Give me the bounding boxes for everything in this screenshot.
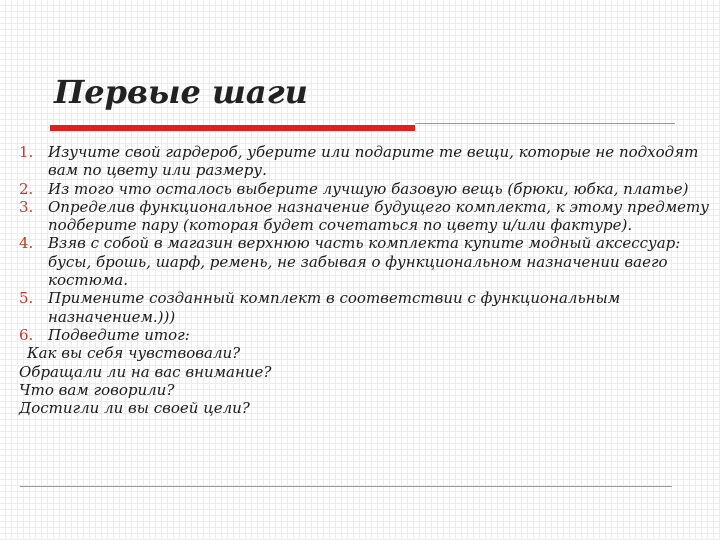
step-text: Изучите свой гардероб, уберите или подарите те вещи, которые не подходят вам по цвету или размеру. (48, 143, 699, 180)
bottom-divider-line (20, 486, 672, 487)
step-text: Подведите итог: (48, 325, 190, 344)
step-number: 2. (19, 179, 34, 198)
steps-list (19, 143, 709, 344)
step-number: 4. (19, 234, 34, 253)
reflection-question: Достигли ли вы своей цели? (19, 399, 250, 418)
reflection-question: Обращали ли на вас внимание? (19, 362, 272, 381)
step-item-1 (19, 143, 709, 180)
step-text: Взяв с собой в магазин верхнюю часть комплекта купите модный аксессуар: бусы, брошь, шарф, ремень, не забывая о функциональном назначении ваего костюма. (48, 234, 681, 290)
step-text: Определив функциональное назначение будущего комплекта, к этому предмету подберите пару (которая будет сочетаться по цвету и/или фактуре). (48, 197, 709, 235)
step-text: Из того что осталось выберите лучшую базовую вещь (брюки, юбка, платье) (48, 179, 689, 198)
reflection-question: Как вы себя чувствовали? (27, 344, 241, 363)
step-number: 3. (19, 197, 34, 216)
step-item-5 (19, 289, 709, 326)
step-item-4 (19, 234, 709, 289)
slide-title: Первые шаги (54, 73, 308, 111)
step-number: 1. (19, 143, 34, 161)
step-text: Примените созданный комплект в соответствии с функциональным назначением.))) (48, 289, 621, 326)
step-number: 6. (19, 325, 34, 344)
step-item-3 (19, 198, 709, 235)
slide-body (19, 143, 709, 417)
step-number: 5. (19, 289, 34, 308)
title-divider-line (415, 123, 675, 124)
title-accent-bar (50, 125, 415, 131)
reflection-question: Что вам говорили? (19, 380, 175, 399)
step-item-6 (19, 326, 709, 344)
step-item-2 (19, 180, 709, 198)
